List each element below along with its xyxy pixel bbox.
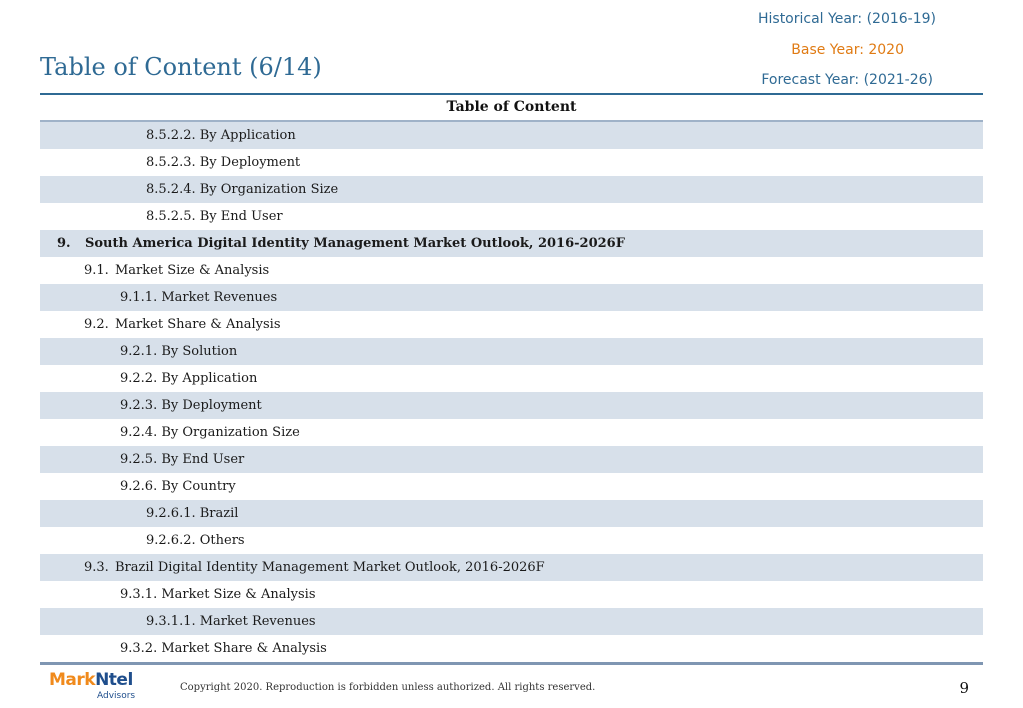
toc-row [40,608,983,635]
forecast-year-label: Forecast Year: (2021-26) [761,72,933,88]
toc-row-number: 9.1. [84,263,109,278]
bottom-divider [40,662,983,665]
toc-row-text: 9.2.6.2. Others [146,533,245,548]
toc-row [40,176,983,203]
toc-row-text: 8.5.2.4. By Organization Size [146,182,339,197]
toc-row-text: Brazil Digital Identity Management Market Outlook, 2016-2026F [115,560,545,575]
page-number: 9 [959,679,969,697]
toc-heading: Table of Content [40,95,983,122]
toc-row-text: 9.3.2. Market Share & Analysis [120,641,327,656]
toc-row [40,392,983,419]
marknte-logo [49,671,139,703]
toc-row-text: 8.5.2.2. By Application [146,128,296,143]
toc-row [40,581,983,608]
toc-row [40,257,983,284]
toc-row [40,203,983,230]
toc-row-text: Market Share & Analysis [115,317,281,332]
toc-row [40,122,983,149]
page-title: Table of Content (6/14) [40,53,322,81]
toc-row-text: Market Size & Analysis [115,263,270,278]
toc-row [40,419,983,446]
toc-row [40,500,983,527]
toc-row-text: 9.2.3. By Deployment [120,398,262,413]
toc-row-number: 9.2. [84,317,109,332]
toc-row-text: 9.2.4. By Organization Size [120,425,300,440]
toc-rows [40,122,983,662]
toc-row-text: 9.3.1. Market Size & Analysis [120,587,316,602]
toc-row [40,527,983,554]
toc-row-text: 9.2.6.1. Brazil [146,506,239,521]
toc-row [40,473,983,500]
historical-year-label: Historical Year: (2016-19) [757,11,936,27]
toc-row-text: 8.5.2.5. By End User [146,209,283,224]
toc-row [40,230,983,257]
toc-row [40,338,983,365]
copyright-notice: Copyright 2020. Reproduction is forbidden unless authorized. All rights reserved. [180,682,596,693]
logo-subtitle: Advisors [97,691,136,701]
toc-row-text: 9.2.2. By Application [120,371,258,386]
toc-row-number: 9.3. [84,560,109,575]
toc-row [40,554,983,581]
toc-row-number: 9. [57,236,71,251]
toc-row-text: 9.2.6. By Country [120,479,236,494]
table-of-content [40,93,983,665]
toc-row-text: 8.5.2.3. By Deployment [146,155,301,170]
toc-row [40,635,983,662]
toc-row-text: 9.3.1.1. Market Revenues [146,614,316,629]
toc-row [40,365,983,392]
toc-row-text: 9.2.1. By Solution [120,344,238,359]
toc-row-text: 9.2.5. By End User [120,452,245,467]
logo-wordmark: MarkNtel [49,670,133,690]
toc-row [40,446,983,473]
toc-row [40,311,983,338]
toc-row [40,149,983,176]
base-year-label: Base Year: 2020 [791,42,904,58]
toc-row-text: South America Digital Identity Management Market Outlook, 2016-2026F [85,236,625,251]
toc-row-text: 9.1.1. Market Revenues [120,290,278,305]
toc-row [40,284,983,311]
